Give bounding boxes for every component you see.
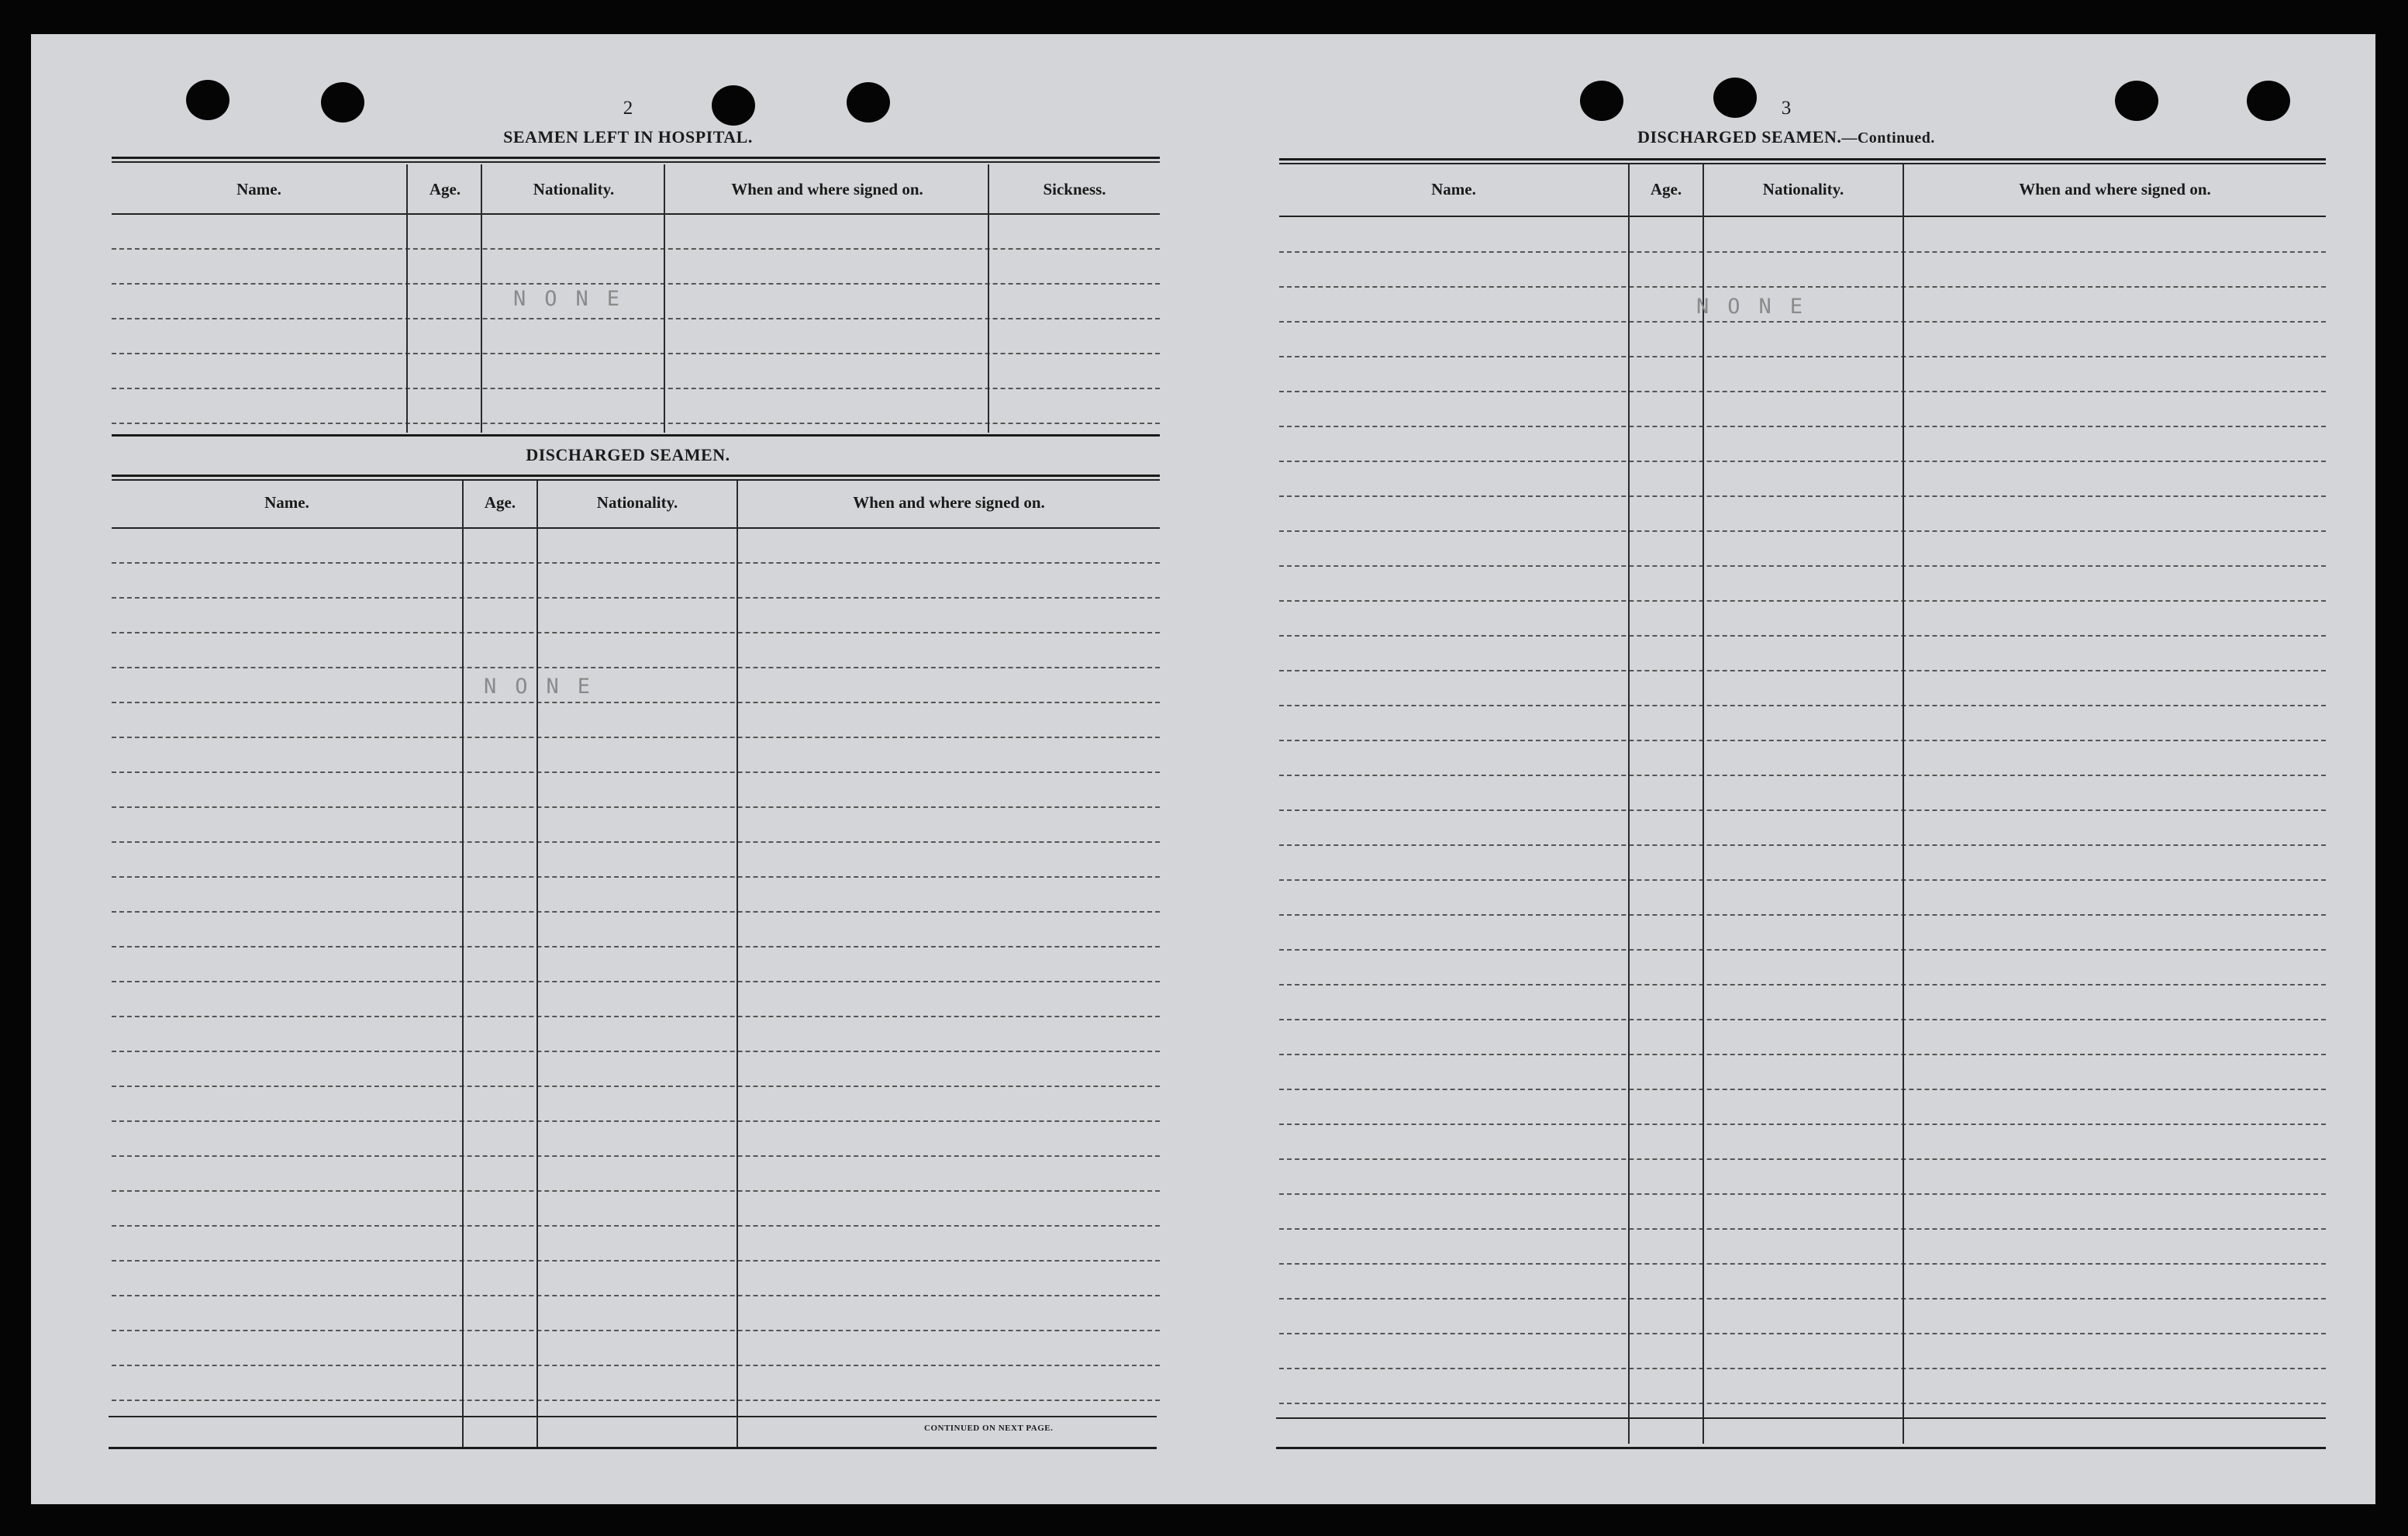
title-continued: —Continued. (1841, 129, 1935, 147)
ruled-line (112, 632, 1160, 633)
column-header-age: Age. (484, 493, 516, 512)
ruled-line (1279, 1333, 2326, 1334)
ruled-line (112, 667, 1160, 668)
ruled-line (112, 1225, 1160, 1227)
ruled-line (112, 597, 1160, 599)
ruled-line (112, 841, 1160, 843)
section-title-discharged: DISCHARGED SEAMEN. (526, 445, 730, 464)
none-stamp: NONE (484, 675, 609, 699)
ruled-line (1279, 670, 2326, 671)
ruled-line (112, 248, 1160, 250)
ruled-line (1279, 1263, 2326, 1265)
ruled-line (112, 1086, 1160, 1087)
punch-hole (1713, 78, 1757, 118)
ruled-line (1279, 426, 2326, 427)
ruled-line (112, 562, 1160, 564)
page-number: 2 (623, 98, 633, 119)
column-header-signed-on: When and where signed on. (2019, 180, 2211, 198)
ruled-line (1279, 1019, 2326, 1020)
ruled-line (112, 1016, 1160, 1017)
ruled-line (112, 1190, 1160, 1192)
ruled-line (112, 737, 1160, 738)
ruled-line (112, 1155, 1160, 1157)
column-header-age: Age. (429, 180, 461, 198)
ruled-line (1279, 1228, 2326, 1230)
ruled-line (112, 806, 1160, 808)
ruled-line (112, 911, 1160, 913)
punch-hole (321, 82, 364, 123)
ruled-line (1279, 705, 2326, 706)
column-header-sickness: Sickness. (1043, 180, 1106, 198)
section-title-discharged-continued (1554, 127, 2019, 147)
section-title-hospital: SEAMEN LEFT IN HOSPITAL. (503, 127, 753, 147)
ruled-line (1279, 1054, 2326, 1055)
ruled-line (1279, 949, 2326, 951)
punch-hole (2247, 81, 2290, 121)
ruled-line (112, 283, 1160, 285)
column-header-age: Age. (1650, 180, 1682, 198)
ruled-line (1279, 1298, 2326, 1300)
ruled-line (112, 318, 1160, 319)
punch-hole (1580, 81, 1623, 121)
ruled-line (1279, 1089, 2326, 1090)
ruled-line (1279, 461, 2326, 462)
ruled-line (1279, 251, 2326, 253)
ruled-line (1279, 1124, 2326, 1125)
ruled-line (1279, 844, 2326, 846)
ruled-line (1279, 879, 2326, 881)
document-sheet (31, 34, 2375, 1504)
ruled-line (1279, 356, 2326, 357)
ruled-line (112, 1260, 1160, 1262)
page-number: 3 (1781, 98, 1792, 119)
column-header-nationality: Nationality. (533, 180, 615, 198)
ruled-line (112, 702, 1160, 703)
column-header-name: Name. (1431, 180, 1476, 198)
ruled-line (1279, 914, 2326, 916)
title-main: DISCHARGED SEAMEN. (1637, 127, 1842, 147)
ruled-line (1279, 286, 2326, 288)
ruled-line (1279, 635, 2326, 637)
ruled-line (1279, 1158, 2326, 1160)
ruled-line (1279, 1403, 2326, 1404)
none-stamp: NONE (1696, 295, 1822, 319)
ruled-line (1279, 530, 2326, 532)
column-header-name: Name. (236, 180, 281, 198)
punch-hole (2115, 81, 2158, 121)
ruled-line (1279, 740, 2326, 741)
none-stamp: NONE (513, 287, 639, 311)
ruled-line (112, 1365, 1160, 1366)
column-header-signed-on: When and where signed on. (731, 180, 923, 198)
ruled-line (1279, 1193, 2326, 1195)
punch-hole (847, 82, 890, 123)
ruled-line (112, 1400, 1160, 1401)
punch-hole (712, 85, 755, 126)
ruled-line (112, 771, 1160, 773)
ruled-line (1279, 565, 2326, 567)
column-header-nationality: Nationality. (596, 493, 678, 512)
ruled-line (112, 1051, 1160, 1052)
ruled-line (1279, 391, 2326, 392)
ruled-line (1279, 984, 2326, 985)
ruled-line (1279, 600, 2326, 602)
ruled-line (112, 1120, 1160, 1122)
ruled-line (1279, 1368, 2326, 1369)
ruled-line (112, 388, 1160, 389)
column-header-name: Name. (264, 493, 309, 512)
continued-note: CONTINUED ON NEXT PAGE. (924, 1424, 1054, 1433)
ruled-line (1279, 809, 2326, 811)
ruled-line (1279, 321, 2326, 323)
ruled-line (112, 423, 1160, 424)
column-header-nationality: Nationality. (1762, 180, 1844, 198)
column-header-signed-on: When and where signed on. (853, 493, 1045, 512)
punch-hole (186, 80, 229, 120)
ruled-line (112, 946, 1160, 947)
ruled-line (112, 876, 1160, 878)
ruled-line (112, 353, 1160, 354)
ruled-line (1279, 775, 2326, 776)
ruled-line (1279, 495, 2326, 497)
ruled-line (112, 1295, 1160, 1296)
ruled-line (112, 981, 1160, 982)
ruled-line (112, 1330, 1160, 1331)
